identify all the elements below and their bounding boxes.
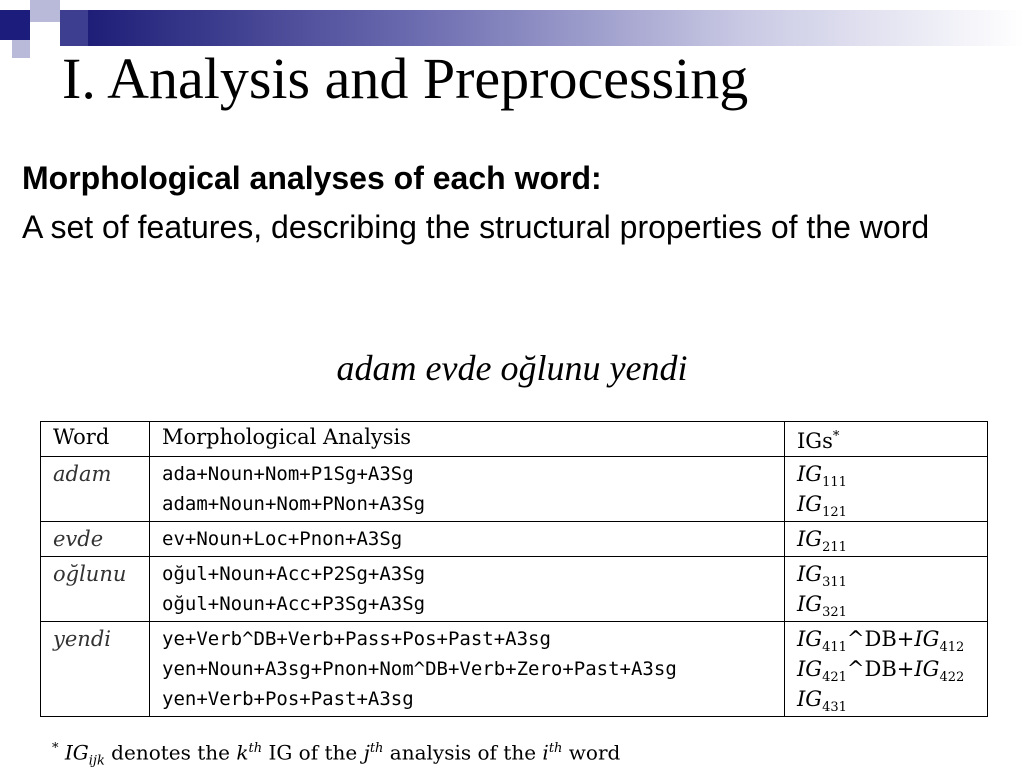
- analysis-line: ye+Verb^DB+Verb+Pass+Pos+Past+A3sg: [162, 628, 551, 650]
- ig-base: IG: [914, 627, 940, 651]
- header-analysis: Morphological Analysis: [150, 422, 785, 457]
- footnote-text: IG of the: [262, 740, 364, 765]
- footnote-th: th: [369, 741, 384, 756]
- analysis-line: adam+Noun+Nom+PNon+A3Sg: [162, 493, 426, 515]
- footnote-k: k: [236, 740, 249, 765]
- ig-base: IG: [797, 527, 823, 551]
- word-label: adam: [53, 462, 112, 486]
- footnote-ig: IG: [64, 740, 89, 765]
- ig-line: [797, 624, 975, 654]
- header-decoration-square: [0, 10, 30, 40]
- analysis-line: ev+Noun+Loc+Pnon+A3Sg: [162, 528, 403, 550]
- section-heading: Morphological analyses of each word:: [22, 160, 602, 196]
- header-decoration-square: [30, 22, 60, 46]
- ig-base: IG: [914, 657, 940, 681]
- ig-subscript: 421: [822, 670, 847, 686]
- analysis-cell: [150, 557, 785, 622]
- word-label: yendi: [53, 627, 111, 651]
- ig-base: IG: [797, 492, 823, 516]
- ig-base: IG: [797, 592, 823, 616]
- footnote: [52, 735, 620, 776]
- slide-title: I. Analysis and Preprocessing: [62, 46, 749, 111]
- ig-base: IG: [797, 687, 823, 711]
- example-sentence: adam evde oğlunu yendi: [336, 348, 688, 388]
- ig-subscript: 211: [822, 540, 847, 556]
- footnote-text: analysis of the: [383, 740, 543, 765]
- table-row: [41, 557, 988, 622]
- ig-base: IG: [797, 462, 823, 486]
- ig-line: [797, 489, 975, 519]
- ig-subscript: 412: [939, 640, 965, 656]
- word-cell: [41, 457, 150, 522]
- ig-join: ^DB+: [846, 657, 915, 681]
- ig-base: IG: [797, 562, 823, 586]
- header-igs-marker: *: [832, 429, 840, 444]
- footnote-th: th: [548, 741, 563, 756]
- ig-line: [797, 559, 975, 589]
- word-cell: [41, 622, 150, 717]
- section-description: A set of features, describing the structural properties of the word: [22, 209, 930, 245]
- ig-line: [797, 459, 975, 489]
- analysis-line: yen+Noun+A3sg+Pnon+Nom^DB+Verb+Zero+Past+A3sg: [162, 658, 677, 680]
- morphology-table: [40, 421, 988, 717]
- table-row: [41, 522, 988, 557]
- analysis-line: ada+Noun+Nom+P1Sg+A3Sg: [162, 463, 414, 485]
- word-cell: [41, 557, 150, 622]
- ig-line: [797, 589, 975, 619]
- ig-cell: [785, 622, 988, 717]
- ig-subscript: 321: [822, 605, 847, 621]
- footnote-ig-sub: ijk: [88, 753, 105, 769]
- word-label: evde: [53, 527, 104, 551]
- ig-line: [797, 654, 975, 684]
- table-row: [41, 457, 988, 522]
- analysis-line: yen+Verb+Pos+Past+A3sg: [162, 688, 414, 710]
- ig-subscript: 431: [822, 700, 847, 716]
- analysis-cell: [150, 622, 785, 717]
- ig-base: IG: [797, 627, 823, 651]
- header-word: Word: [41, 422, 150, 457]
- header-decoration-square: [30, 0, 60, 22]
- footnote-th: th: [248, 741, 263, 756]
- analysis-line: oğul+Noun+Acc+P3Sg+A3Sg: [162, 593, 426, 615]
- analysis-line: oğul+Noun+Acc+P2Sg+A3Sg: [162, 563, 426, 585]
- ig-subscript: 121: [822, 505, 847, 521]
- ig-subscript: 311: [822, 575, 847, 591]
- header-decoration-square: [60, 10, 88, 46]
- header-igs: [785, 422, 988, 457]
- analysis-cell: [150, 522, 785, 557]
- footnote-text: word: [562, 740, 621, 765]
- table-header-row: [41, 422, 988, 457]
- analysis-cell: [150, 457, 785, 522]
- ig-cell: [785, 522, 988, 557]
- word-label: oğlunu: [53, 562, 127, 586]
- ig-cell: [785, 557, 988, 622]
- table-row: [41, 622, 988, 717]
- word-cell: [41, 522, 150, 557]
- header-gradient-bar: [88, 10, 1024, 46]
- footnote-j: j: [363, 740, 370, 765]
- ig-base: IG: [797, 657, 823, 681]
- ig-cell: [785, 457, 988, 522]
- header-igs-label: IGs: [797, 429, 833, 453]
- ig-subscript: 422: [939, 670, 965, 686]
- ig-subscript: 111: [822, 475, 847, 491]
- ig-join: ^DB+: [846, 627, 915, 651]
- ig-line: [797, 684, 975, 714]
- header-decoration-square: [12, 40, 30, 58]
- ig-line: [797, 524, 975, 554]
- footnote-text: denotes the: [104, 740, 237, 765]
- ig-subscript: 411: [822, 640, 847, 656]
- footnote-marker: *: [52, 741, 59, 756]
- footnote-i: i: [542, 740, 549, 765]
